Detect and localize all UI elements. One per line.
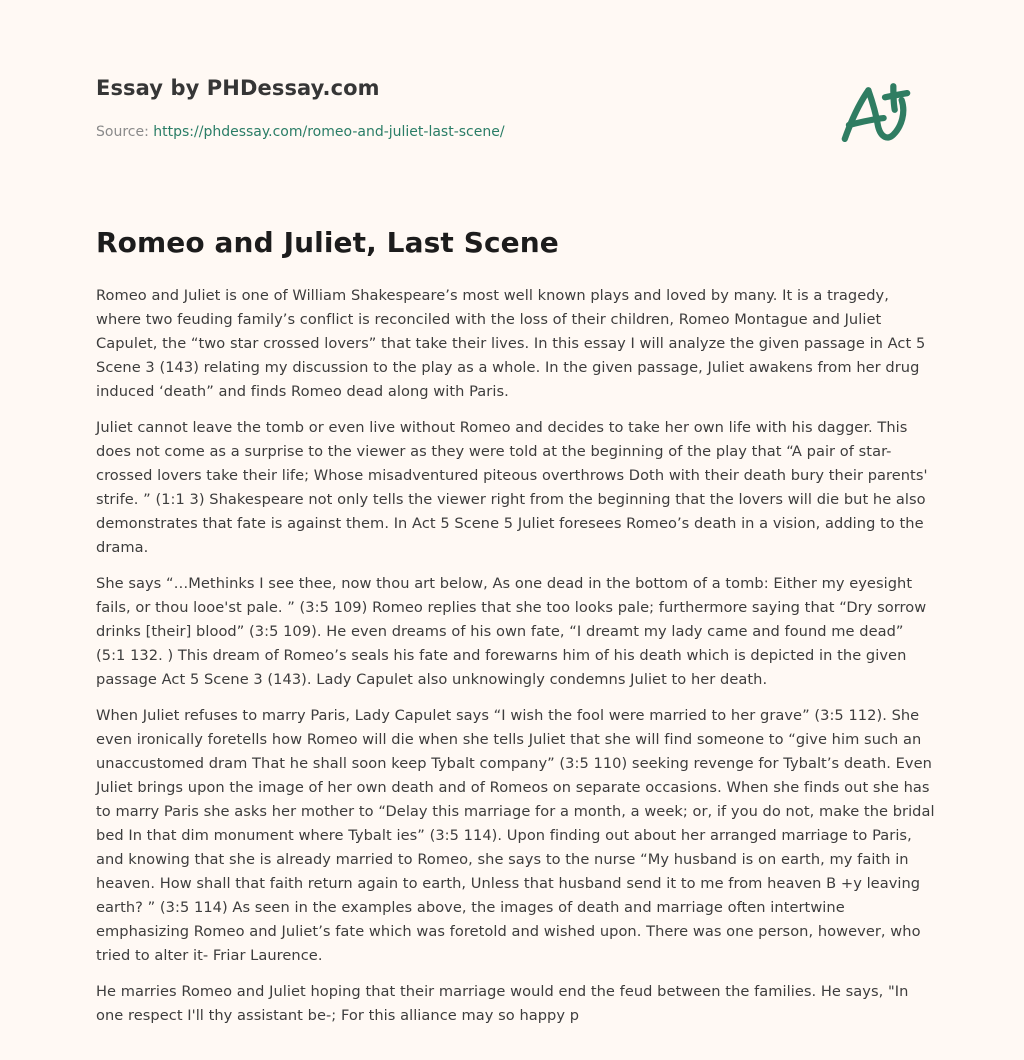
essay-paragraph: When Juliet refuses to marry Paris, Lady Capulet says “I wish the fool were married to her grave” (3:5 112). She even ironically foretells how Romeo will die when she tells Juliet that she will find someone to “give him such an unaccustomed dram That he shall soon keep Tybalt company” (3:5 110) seeking revenge for Tybalt’s death. Even Juliet brings upon the image of her own death and of Romeos on separate occasions. When she finds out she has to marry Paris she asks her mother to “Delay this marriage for a month, a week; or, if you do not, make the bridal bed In that dim monument where Tybalt ies” (3:5 114). Upon finding out about her arranged marriage to Paris, and knowing that she is already married to Romeo, she says to the nurse “My husband is on earth, my faith in heaven. How shall that faith return again to earth, Unless that husband send it to me from heaven B +y leaving earth? ” (3:5 114) As seen in the examples above, the images of death and marriage often intertwine emphasizing Romeo and Juliet’s fate which was foretold and wished upon. There was one person, however, who tried to alter it- Friar Laurence. (96, 707, 935, 964)
a-plus-grade-icon (824, 66, 928, 166)
essay-paragraph: Juliet cannot leave the tomb or even live without Romeo and decides to take her own life with his dagger. This does not come as a surprise to the viewer as they were told at the beginning of the play that “A pair of star-crossed lovers take their life; Whose misadventured piteous overthrows Doth with their death bury their parents' strife. ” (1:1 3) Shakespeare not only tells the viewer right from the beginning that the lovers will die but he also demonstrates that fate is against them. In Act 5 Scene 5 Juliet foresees Romeo’s death in a vision, adding to the drama. (96, 419, 928, 556)
essay-body (96, 284, 936, 1040)
essay-paragraph: He marries Romeo and Juliet hoping that their marriage would end the feud between the families. He says, "In one respect I'll thy assistant be-; For this alliance may so happy p (96, 983, 909, 1024)
brand-title: Essay by PHDessay.com (96, 76, 380, 100)
essay-paragraph: Romeo and Juliet is one of William Shakespeare’s most well known plays and loved by many. It is a tragedy, where two feuding family’s conflict is reconciled with the loss of their children, Romeo Montague and Juliet Capulet, the “two star crossed lovers” that take their lives. In this essay I will analyze the given passage in Act 5 Scene 3 (143) relating my discussion to the play as a whole. In the given passage, Juliet awakens from her drug induced ‘death” and finds Romeo dead along with Paris. (96, 287, 926, 400)
source-label: Source: (96, 124, 154, 140)
source-line (96, 124, 505, 140)
page-header (96, 0, 928, 190)
source-link[interactable]: https://phdessay.com/romeo-and-juliet-last-scene/ (153, 124, 505, 140)
essay-paragraph: She says “…Methinks I see thee, now thou art below, As one dead in the bottom of a tomb: Either my eyesight fails, or thou looe'st pale. ” (3:5 109) Romeo replies that she too looks pale; furthermore saying that “Dry sorrow drinks [their] blood” (3:5 109). He even dreams of his own fate, “I dreamt my lady came and found me dead” (5:1 132. ) This dream of Romeo’s seals his fate and forewarns him of his death which is depicted in the given passage Act 5 Scene 3 (143). Lady Capulet also unknowingly condemns Juliet to her death. (96, 575, 927, 688)
essay-title: Romeo and Juliet, Last Scene (96, 226, 559, 259)
